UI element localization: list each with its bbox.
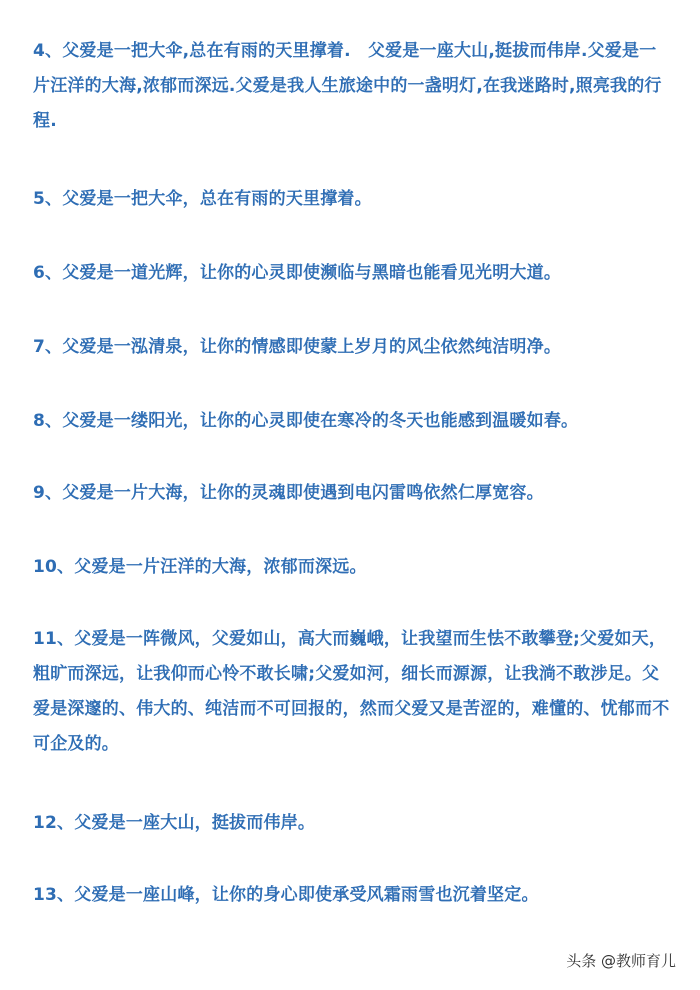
paragraph-5: 5、父爱是一把大伞，总在有雨的天里撑着。 <box>33 189 372 209</box>
paragraph-8: 8、父爱是一缕阳光，让你的心灵即使在寒冷的冬天也能感到温暖如春。 <box>33 411 579 431</box>
paragraph-11: 11、父爱是一阵微风，父爱如山，高大而巍峨，让我望而生怯不敢攀登;父爱如天，粗旷而深远，让我仰而心怜不敢长啸;父爱如河，细长而源源，让我淌不敢涉足。父爱是深邃的、伟大的、纯洁而不可回报的，然而父爱又是苦涩的，难懂的、忧郁而不可企及的。 <box>33 629 670 754</box>
paragraph-13: 13、父爱是一座山峰，让你的身心即使承受风霜雨雪也沉着坚定。 <box>33 885 539 905</box>
paragraph-4: 4、父爱是一把大伞,总在有雨的天里撑着. 父爱是一座大山,挺拔而伟岸.父爱是一片汪洋的大海,浓郁而深远.父爱是我人生旅途中的一盏明灯,在我迷路时,照亮我的行程. <box>33 41 662 131</box>
paragraph-7: 7、父爱是一泓清泉，让你的情感即使蒙上岁月的风尘依然纯洁明净。 <box>33 337 562 357</box>
paragraph-6: 6、父爱是一道光辉，让你的心灵即使濒临与黑暗也能看见光明大道。 <box>33 263 562 283</box>
paragraph-9: 9、父爱是一片大海，让你的灵魂即使遇到电闪雷鸣依然仁厚宽容。 <box>33 483 544 503</box>
source-watermark: 头条 @教师育儿 <box>566 952 676 970</box>
paragraph-10: 10、父爱是一片汪洋的大海，浓郁而深远。 <box>33 557 367 577</box>
paragraph-12: 12、父爱是一座大山，挺拔而伟岸。 <box>33 813 316 833</box>
